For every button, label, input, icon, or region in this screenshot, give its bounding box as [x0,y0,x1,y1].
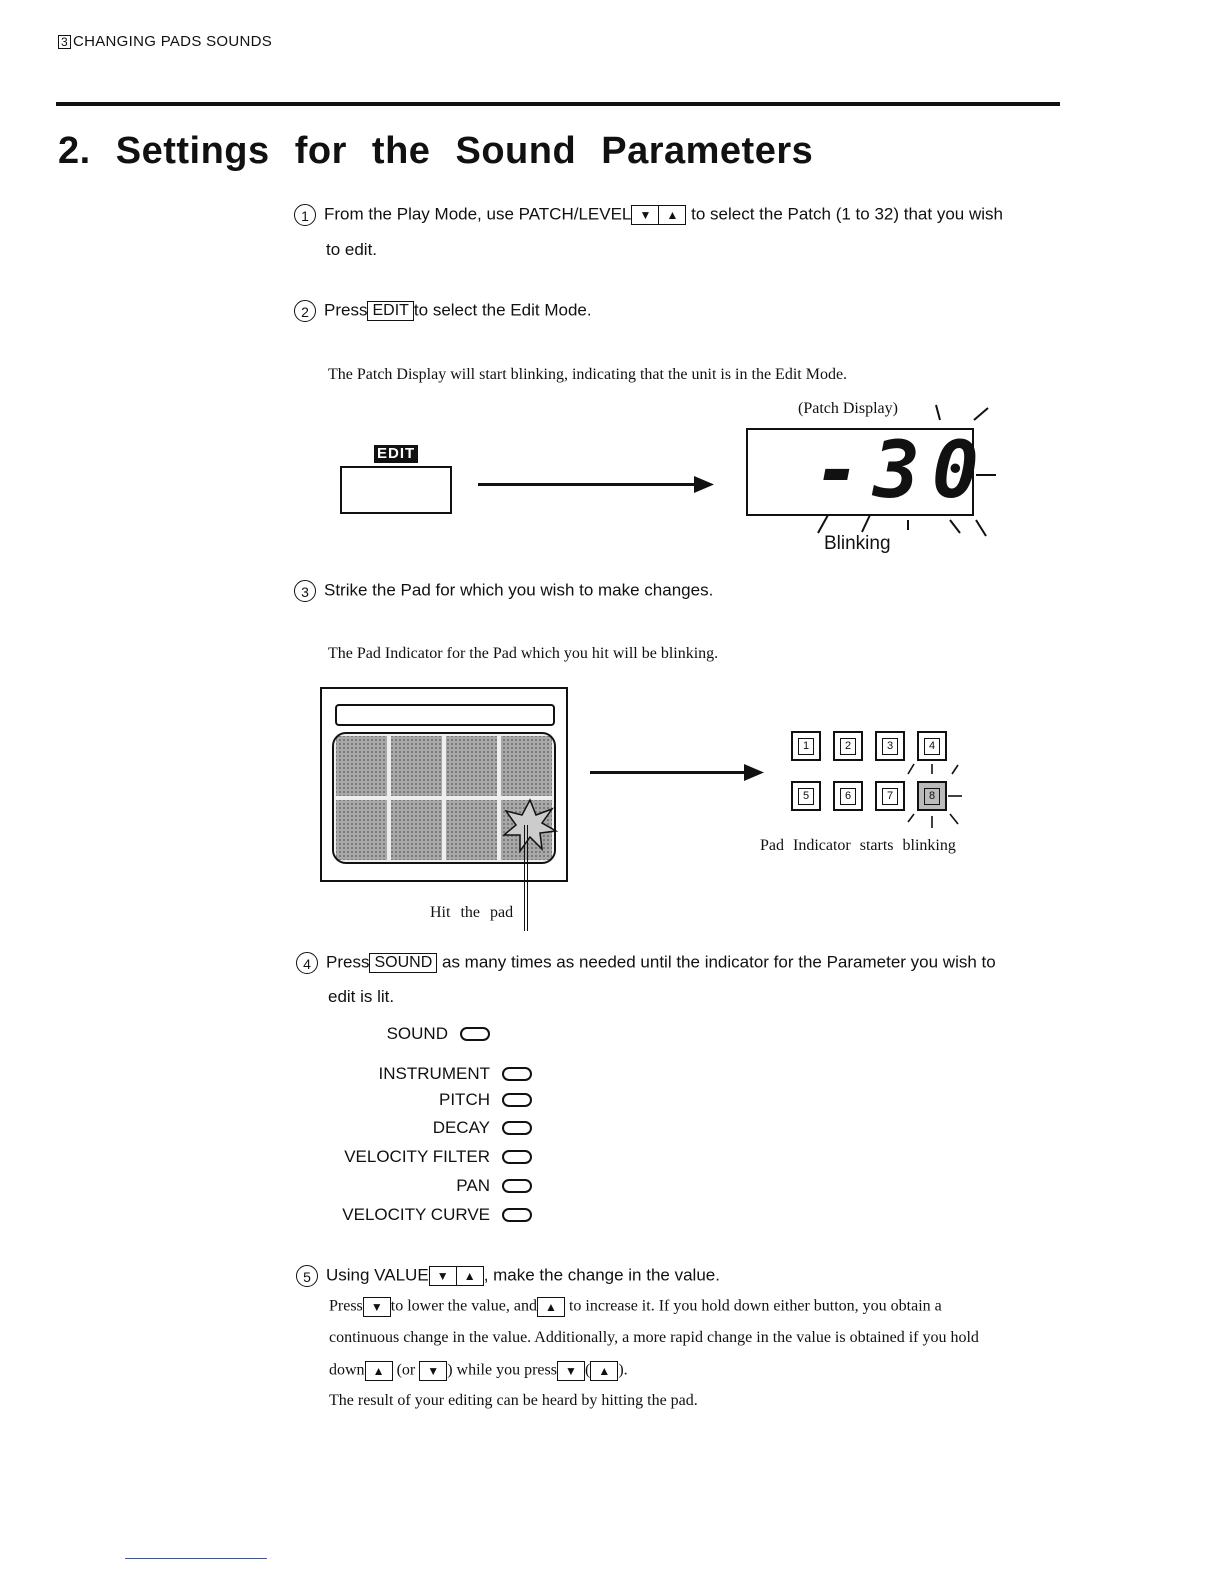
pad-unit-slot [335,704,555,726]
blink-rays-icon [900,760,970,832]
blinking-label: Blinking [824,533,891,554]
pad-indicator-8-blinking: 8 [917,781,947,811]
page-title: 2. Settings for the Sound Parameters [58,130,814,172]
step-3: 3 Strike the Pad for which you wish to make changes. [294,580,713,602]
arrow-right-icon [590,771,746,774]
pad [499,734,554,798]
down-arrow-icon: ▼ [363,1297,391,1317]
led-indicator-icon [502,1093,532,1107]
step-2: 2 Press EDIT to select the Edit Mode. [294,300,592,322]
arrowhead-icon [694,476,714,493]
pad [444,798,499,862]
section-header [58,33,272,50]
step-number: 4 [296,952,318,974]
step-1-cont: to edit. [326,240,378,259]
param-pitch: PITCH [300,1090,532,1110]
step-4-cont: edit is lit. [328,987,395,1006]
hit-pointer-line [524,825,528,931]
led-indicator-icon [460,1027,490,1041]
pad-indicator-4: 4 [917,731,947,761]
param-sound: SOUND [330,1024,490,1044]
hit-burst-icon [500,795,560,855]
down-arrow-icon: ▼ [557,1361,585,1381]
patch-display-label: (Patch Display) [798,400,898,417]
pad [389,798,444,862]
sound-key-label: SOUND [369,953,437,973]
led-indicator-icon [502,1067,532,1081]
step-number: 5 [296,1265,318,1287]
divider-rule [56,102,1060,106]
pad-indicator-2: 2 [833,731,863,761]
down-arrow-icon: ▼ [419,1361,447,1381]
led-indicator-icon [502,1150,532,1164]
param-velocity-curve: VELOCITY CURVE [300,1205,532,1225]
param-pan: PAN [300,1176,532,1196]
up-arrow-icon: ▲ [590,1361,618,1381]
footer-line [125,1558,267,1559]
patch-display-value: -30 [814,426,991,516]
step-5-line-3: down ▲ (or ▼ ) while you press ▼ ( ▲ ). [329,1361,628,1381]
step-5-line-2: continuous change in the value. Additionally, a more rapid change in the value is obtained if you hold [329,1329,979,1346]
edit-button-illustration [340,466,452,514]
pad-indicator-3: 3 [875,731,905,761]
led-indicator-icon [502,1121,532,1135]
section-number: 3 [58,35,71,49]
edit-indicator: EDIT [374,445,418,463]
param-decay: DECAY [300,1118,532,1138]
pad-indicator-label: Pad Indicator starts blinking [760,837,956,854]
edit-key-label: EDIT [367,301,413,321]
up-arrow-icon: ▲ [457,1266,484,1286]
up-arrow-icon: ▲ [537,1297,565,1317]
step-2-note: The Patch Display will start blinking, indicating that the unit is in the Edit Mode. [328,366,848,383]
up-arrow-icon: ▲ [659,205,686,225]
step-number: 2 [294,300,316,322]
step-5-line-1: Press ▼ to lower the value, and ▲ to increase it. If you hold down either button, you obtain a [329,1297,1069,1317]
down-arrow-icon: ▼ [631,205,659,225]
section-title: CHANGING PADS SOUNDS [72,33,273,50]
pad-indicator-6: 6 [833,781,863,811]
pad [334,734,389,798]
hit-pad-label: Hit the pad [430,904,514,921]
step-4: 4 Press SOUND as many times as needed until the indicator for the Parameter you wish to [296,952,1076,974]
step-number: 1 [294,204,316,226]
pad-indicator-7: 7 [875,781,905,811]
step-number: 3 [294,580,316,602]
down-arrow-icon: ▼ [429,1266,457,1286]
pad-indicator-1: 1 [791,731,821,761]
param-instrument: INSTRUMENT [300,1064,532,1084]
pad [334,798,389,862]
up-arrow-icon: ▲ [365,1361,393,1381]
led-indicator-icon [502,1208,532,1222]
step-1: 1 From the Play Mode, use PATCH/LEVEL ▼ ▲ to select the Patch (1 to 32) that you wish [294,204,1074,226]
pad [389,734,444,798]
arrow-right-icon [478,483,696,486]
pad-indicator-5: 5 [791,781,821,811]
led-indicator-icon [502,1179,532,1193]
blink-rays-icon [800,400,1000,550]
param-velocity-filter: VELOCITY FILTER [300,1147,532,1167]
step-3-note: The Pad Indicator for the Pad which you hit will be blinking. [328,645,719,662]
arrowhead-icon [744,764,764,781]
pad [444,734,499,798]
step-5-line-4: The result of your editing can be heard by hitting the pad. [329,1392,698,1409]
step-5: 5 Using VALUE ▼ ▲ , make the change in the value. [296,1265,720,1287]
